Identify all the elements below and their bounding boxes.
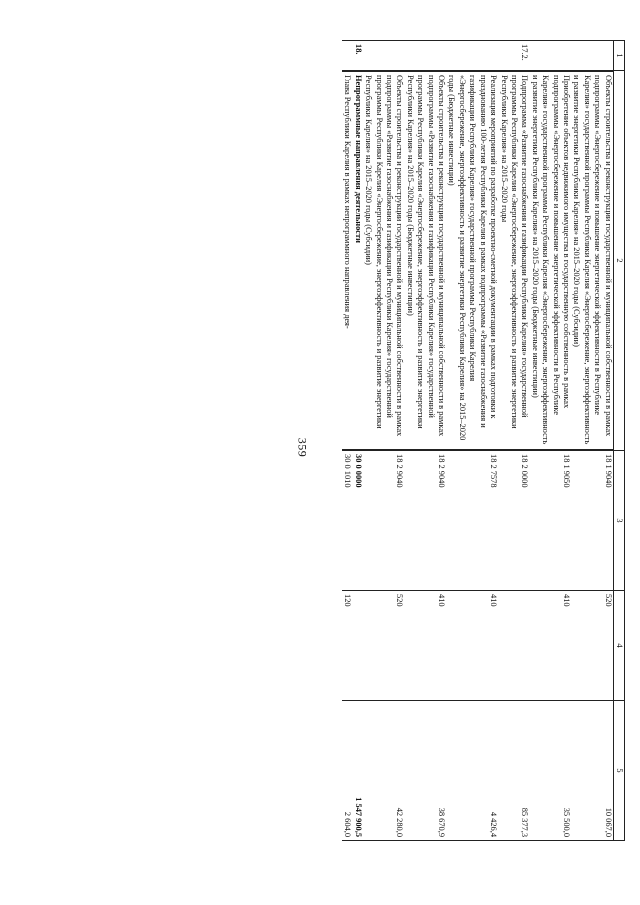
header-col-5: 5	[613, 701, 624, 841]
table-header-row	[613, 41, 624, 841]
row-type: 410	[446, 591, 498, 701]
row-type: 520	[571, 591, 613, 701]
row-number	[342, 41, 352, 71]
header-col-3: 3	[613, 451, 624, 591]
table-row	[342, 41, 352, 841]
row-description: Глава Республики Карелия в рамках непрограммного направления дея-	[342, 71, 352, 450]
row-description: Подпрограмма «Развитие газоснабжения и газификации Республики Карелия» государственной программы Республики Карелия «Энергосбережение, энергоэффективность и развитие энергетики Республики Карелия» на 2015–2020 годы	[498, 71, 529, 450]
row-amount: 1 547 900,5	[352, 701, 362, 841]
table-row	[446, 41, 498, 841]
table-row	[404, 41, 446, 841]
row-number	[446, 41, 498, 71]
row-amount: 4 426,4	[446, 701, 498, 841]
table-row	[498, 41, 529, 841]
row-type	[352, 591, 362, 701]
row-description: Приобретение объектов недвижимого имущества в государственную собственность в рамках подпрограммы «Энергосбережение и повышение энергетической эффективности в Республике Карелия» государственной программы Республики Карелия «Энергосбережение, энергоэффективность и развитие энергетики Республики Карелия» на 2015–2020 годы (Бюджетные инвестиции)	[529, 71, 571, 450]
row-number	[404, 41, 446, 71]
row-type: 410	[529, 591, 571, 701]
table-row	[363, 41, 405, 841]
row-code: 18 1 9040	[571, 451, 613, 591]
rotated-table-container	[115, 40, 625, 840]
table-row	[571, 41, 613, 841]
row-description: Объекты строительства и реконструкции государственной и муниципальной собственности в рамках подпрограммы «Развитие газоснабжения и газификации Республики Карелия» государственной программы Республики Карелия «Энергосбережение, энергоэффективность и развитие энергетики Республики Карелия» на 2015–2020 годы (Бюджетные инвестиции)	[404, 71, 446, 450]
row-code: 18 2 9040	[404, 451, 446, 591]
row-description: Реализация мероприятий по разработке проектно-сметной документации в рамках подготовки к празднованию 100-летия Республики Карелия в рамках подпрограммы «Развитие газоснабжения и газификации Республики Карелия» государственной программы Республики Карелия «Энергосбережение, энергоэффективность и развитие энергетики Республики Карелия» на 2015–2020 годы (Бюджетные инвестиции)	[446, 71, 498, 450]
row-code: 18 2 7578	[446, 451, 498, 591]
row-description: Непрограммные направления деятельности	[352, 71, 362, 450]
table-row	[352, 41, 362, 841]
row-code: 30 0 0000	[352, 451, 362, 591]
row-number	[529, 41, 571, 71]
row-amount: 85 377,3	[498, 701, 529, 841]
row-amount: 42 280,0	[363, 701, 405, 841]
row-code: 30 0 1010	[342, 451, 352, 591]
row-code: 18 2 0000	[498, 451, 529, 591]
row-number: 17.2.	[498, 41, 529, 71]
header-col-4: 4	[613, 591, 624, 701]
row-type: 120	[342, 591, 352, 701]
row-number	[571, 41, 613, 71]
budget-table	[342, 40, 625, 841]
table-row	[529, 41, 571, 841]
row-code: 18 2 9040	[363, 451, 405, 591]
row-description: Объекты строительства и реконструкции государственной и муниципальной собственности в рамках подпрограммы «Развитие газоснабжения и газификации Республики Карелия» государственной программы Республики Карелия «Энергосбережение, энергоэффективность и развитие энергетики Республики Карелия» на 2015–2020 годы (Субсидии)	[363, 71, 405, 450]
row-code: 18 1 9050	[529, 451, 571, 591]
page-number: 359	[295, 437, 310, 458]
row-amount: 35 500,0	[529, 701, 571, 841]
row-type	[498, 591, 529, 701]
row-type: 410	[404, 591, 446, 701]
rotated-table-wrapper	[115, 40, 625, 840]
row-number	[363, 41, 405, 71]
row-description: Объекты строительства и реконструкции государственной и муниципальной собственности в рамках подпрограммы «Энергосбережение и повышение энергетической эффективности в Республике Карелия» государственной программы Республики Карелия «Энергосбережение, энергоэффективность и развитие энергетики Республики Карелия» на 2015–2020 годы (Субсидии)	[571, 71, 613, 450]
row-amount: 10 067,0	[571, 701, 613, 841]
row-type: 520	[363, 591, 405, 701]
row-number: 18.	[352, 41, 362, 71]
header-col-2: 2	[613, 71, 624, 451]
row-amount: 38 670,9	[404, 701, 446, 841]
row-amount: 2 604,0	[342, 701, 352, 841]
header-col-1: 1	[613, 41, 624, 71]
